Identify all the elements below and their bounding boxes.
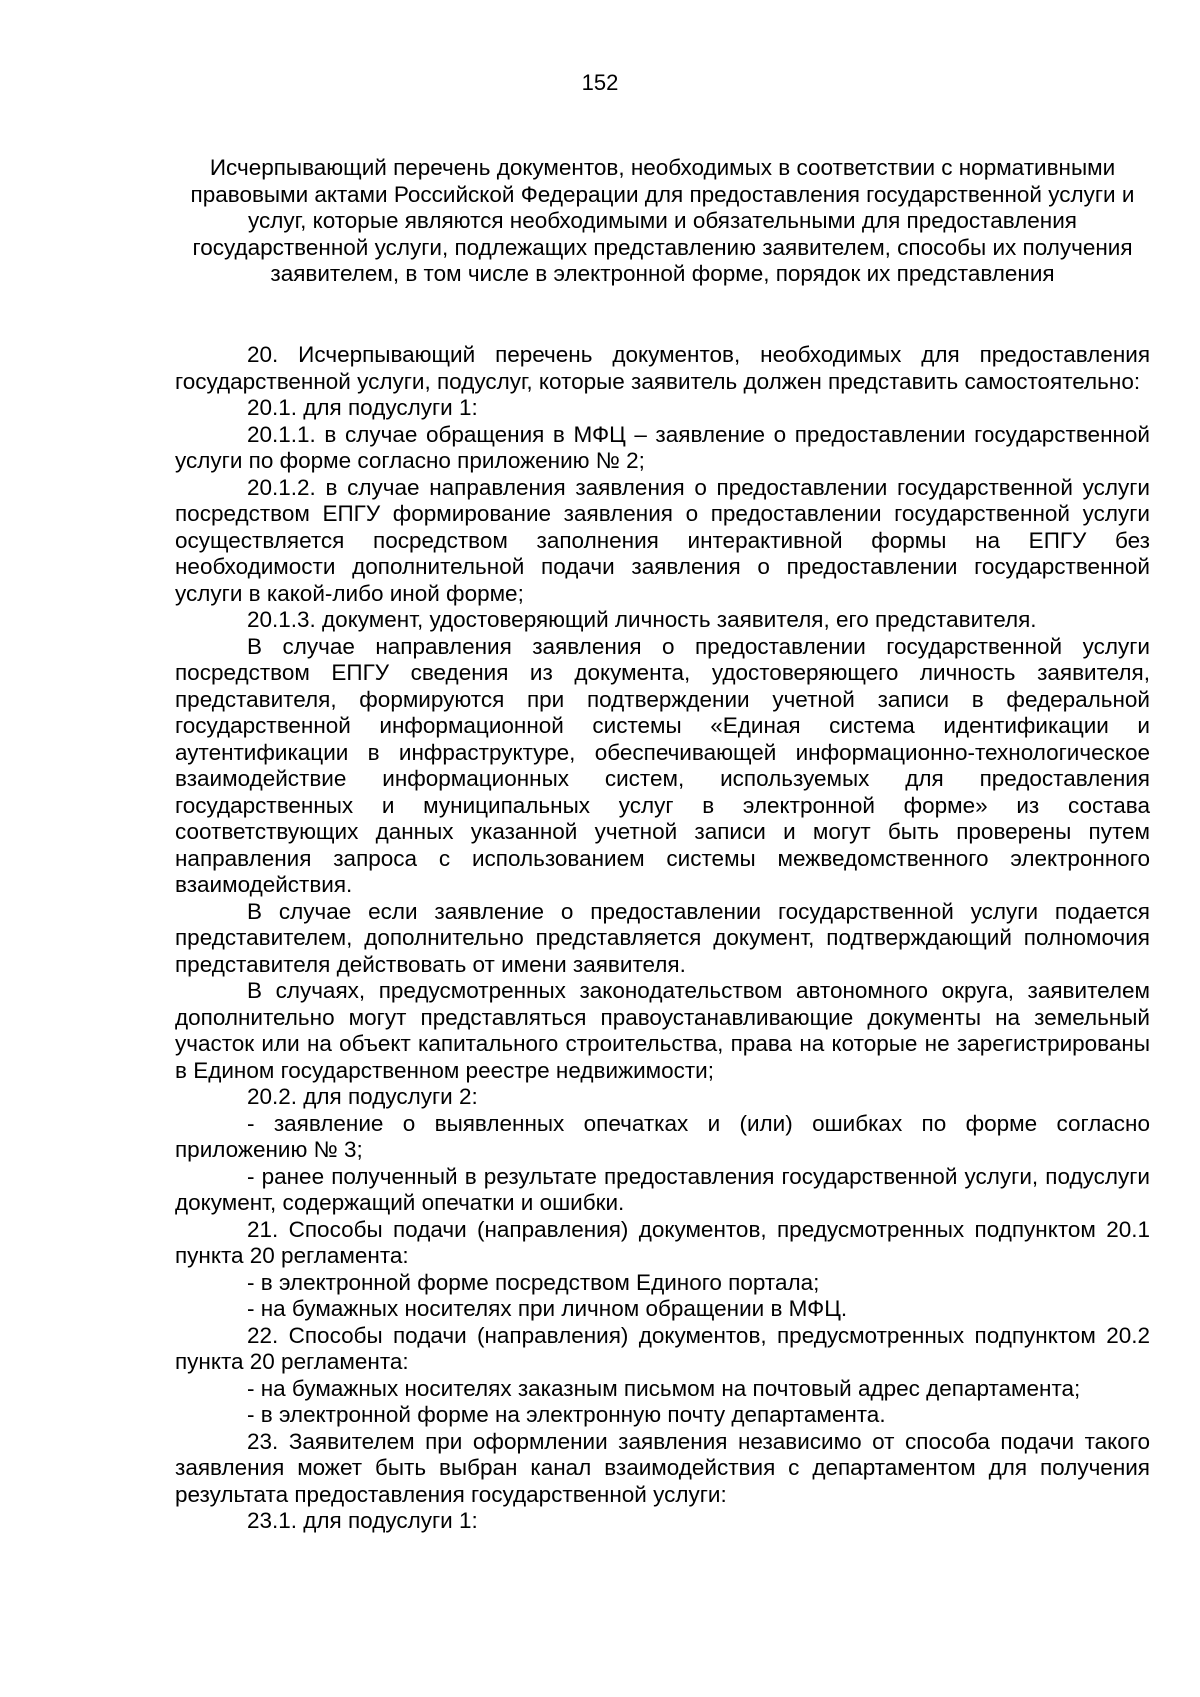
paragraph-23: 23. Заявителем при оформлении заявления независимо от способа подачи такого заявления может быть выбран канал взаимодействия с департаментом для получения результата предоставления государственной услуги: [175, 1428, 1150, 1507]
page-number: 152 [581, 70, 619, 95]
paragraph-22: 22. Способы подачи (направления) документов, предусмотренных подпунктом 20.2 пункта 20 регламента: [175, 1322, 1150, 1374]
paragraph-epgu-identity: В случае направления заявления о предоставлении государственной услуги посредством ЕПГУ сведения из документа, удостоверяющего личность заявителя, представителя, формируются при подтверждении учетной записи в федеральной государственной информационной системы «Единая система идентификации и аутентификации в инфраструктуре, обеспечивающей информационно-технологическое взаимодействие информационных систем, используемых для предоставления государственных и муниципальных услуг в электронной форме» из состава соответствующих данных указанной учетной записи и могут быть проверены путем направления запроса с использованием системы межведомственного электронного взаимодействия. [175, 633, 1150, 897]
document-body [175, 342, 1150, 1535]
paragraph-23-1: 23.1. для подуслуги 1: [247, 1508, 478, 1533]
list-item-registered-mail: - на бумажных носителях заказным письмом на почтовый адрес департамента; [247, 1375, 1081, 1401]
list-item-email: - в электронной форме на электронную почту департамента. [247, 1402, 886, 1427]
list-item-electronic-portal: - в электронной форме посредством Единого портала; [247, 1269, 820, 1295]
paragraph-20-1: 20.1. для подуслуги 1: [247, 395, 478, 420]
paragraph-representative: В случае если заявление о предоставлении государственной услуги подается представителем, дополнительно представляется документ, подтверждающий полномочия представителя действовать от имени заявителя. [175, 898, 1150, 977]
paragraph-20: 20. Исчерпывающий перечень документов, необходимых для предоставления государственной услуги, подуслуг, которые заявитель должен представить самостоятельно: [175, 342, 1150, 394]
section-heading: Исчерпывающий перечень документов, необходимых в соответствии с нормативными правовыми актами Российской Федерации для предоставления государственной услуги и услуг, которые являются необходимыми и обязательными для предоставления государственной услуги, подлежащих представлению заявителем, способы их получения заявителем, в том числе в электронной форме, порядок их представления [190, 155, 1135, 286]
list-item-paper-mfc: - на бумажных носителях при личном обращении в МФЦ. [247, 1296, 848, 1321]
paragraph-20-1-3: 20.1.3. документ, удостоверяющий личность заявителя, его представителя. [247, 607, 1037, 632]
paragraph-20-2: 20.2. для подуслуги 2: [247, 1084, 478, 1109]
paragraph-land-documents: В случаях, предусмотренных законодательством автономного округа, заявителем дополнительно могут представляться правоустанавливающие документы на земельный участок или на объект капитального строительства, права на которые не зарегистрированы в Едином государственном реестре недвижимости; [175, 978, 1150, 1083]
paragraph-20-1-2: 20.1.2. в случае направления заявления о предоставлении государственной услуги посредством ЕПГУ формирование заявления о предоставлении государственной услуги осуществляется посредством заполнения интерактивной формы на ЕПГУ без необходимости дополнительной подачи заявления о предоставлении государственной услуги в какой-либо иной форме; [175, 474, 1150, 606]
paragraph-20-1-1: 20.1.1. в случае обращения в МФЦ – заявление о предоставлении государственной услуги по форме согласно приложению № 2; [175, 421, 1150, 473]
paragraph-21: 21. Способы подачи (направления) документов, предусмотренных подпунктом 20.1 пункта 20 регламента: [175, 1216, 1150, 1268]
list-item-previous-document: - ранее полученный в результате предоставления государственной услуги, подуслуги документ, содержащий опечатки и ошибки. [175, 1163, 1150, 1215]
list-item-typo-application: - заявление о выявленных опечатках и (или) ошибках по форме согласно приложению № 3; [175, 1110, 1150, 1162]
